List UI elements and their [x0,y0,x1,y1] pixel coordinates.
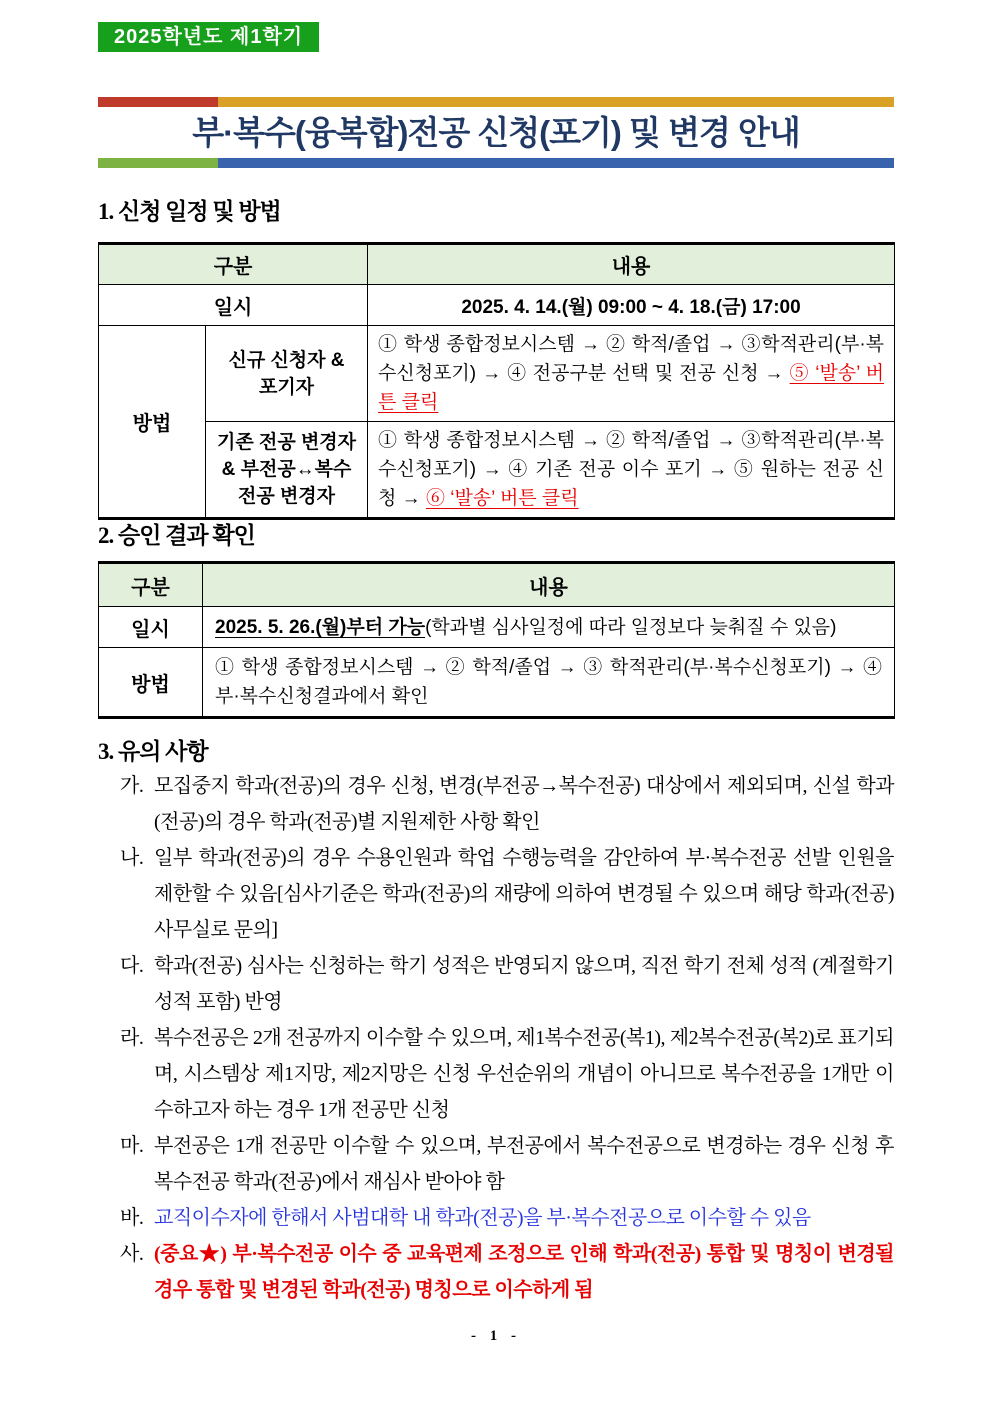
table2-header-content: 내용 [203,563,895,607]
category-line: 전공 변경자 [237,486,336,507]
table-row [99,607,895,648]
table2-header-category: 구분 [99,563,203,607]
notice-marker: 바. [120,1207,144,1229]
notice-text: 일부 학과(전공)의 경우 수용인원과 학업 수행능력을 감안하여 부·복수전공 선발 인원을 제한할 수 있음[심사기준은 학과(전공)의 재량에 의하여 변경될 수 있으며 해당 학과(전공) 사무실로 문의] [154,847,894,941]
notice-marker: 가. [120,775,144,797]
notice-marker: 사. [120,1243,144,1265]
notice-marker: 다. [120,955,144,977]
table1-date-value: 2025. 4. 14.(월) 09:00 ~ 4. 18.(금) 17:00 [368,285,895,326]
title-top-bar-gold-segment [218,97,894,107]
table1-header-content: 내용 [368,244,895,285]
notice-list [98,768,894,1308]
notice-item-ra [98,1020,894,1128]
table-row [99,563,895,607]
notice-item-da [98,948,894,1020]
steps-text: ① 학생 종합정보시스템 → ② 학적/졸업 → ③학적관리(부·복수신청포기) → ④ 기존 전공 이수 포기 → ⑤ 원하는 전공 신청 → [378,430,885,509]
table-row [99,244,895,285]
notice-text: 복수전공은 2개 전공까지 이수할 수 있으며, 제1복수전공(복1), 제2복수전공(복2)로 표기되며, 시스템상 제1지망, 제2지망은 신청 우선순위의 개념이 아니므로 복수전공을 1개만 이수하고자 하는 경우 1개 전공만 신청 [154,1027,894,1121]
table1-new-applicant-category [206,326,368,422]
application-schedule-table [98,242,895,520]
table2-method-value: ① 학생 종합정보시스템 → ② 학적/졸업 → ③ 학적관리(부·복수신청포기) → ④ 부·복수신청결과에서 확인 [203,648,895,718]
title-block [98,97,894,168]
send-button-step-highlight: ⑤ ‘발송’ 버튼 클릭 [378,363,885,413]
table1-change-applicant-category [206,422,368,519]
title-bottom-bar-green-segment [98,158,218,168]
title-top-bar-red-segment [98,97,218,107]
notice-item-na [98,840,894,948]
notice-marker: 마. [120,1135,144,1157]
table1-date-label: 일시 [99,285,368,326]
notice-text: 모집중지 학과(전공)의 경우 신청, 변경(부전공→복수전공) 대상에서 제외되며, 신설 학과(전공)의 경우 학과(전공)별 지원제한 사항 확인 [154,775,894,833]
table2-method-label: 방법 [99,648,203,718]
notice-item-sa-important [98,1236,894,1308]
send-button-step-highlight: ⑥ ‘발송’ 버튼 클릭 [425,488,579,509]
category-line: & 부전공↔복수 [221,459,352,480]
notice-text: (중요★) 부·복수전공 이수 중 교육편제 조정으로 인해 학과(전공) 통합 및 명칭이 변경될 경우 통합 및 변경된 학과(전공) 명칭으로 이수하게 됨 [154,1243,894,1301]
notice-text: 부전공은 1개 전공만 이수할 수 있으며, 부전공에서 복수전공으로 변경하는 경우 신청 후 복수전공 학과(전공)에서 재심사 받아야 함 [154,1135,894,1193]
semester-badge: 2025학년도 제1학기 [98,22,319,52]
table2-date-value [203,607,895,648]
notice-item-ba-teaching-cert [98,1200,894,1236]
section1-heading: 1. 신청 일정 및 방법 [98,199,281,224]
category-line: 신규 신청자 & [228,349,345,371]
table1-method-label: 방법 [99,326,206,519]
table-row [99,285,895,326]
section2-heading: 2. 승인 결과 확인 [98,523,255,548]
table-row [99,648,895,718]
table-row [99,422,895,519]
notice-marker: 라. [120,1027,144,1049]
document-title: 부·복수(융복합)전공 신청(포기) 및 변경 안내 [192,114,800,151]
table2-date-label: 일시 [99,607,203,648]
table1-new-applicant-steps [368,326,895,422]
page-number: - 1 - [471,1328,521,1344]
title-top-bar [98,97,894,107]
category-line: 포기자 [258,376,315,398]
notice-marker: 나. [120,847,144,869]
notice-text: 교직이수자에 한해서 사범대학 내 학과(전공)을 부·복수전공으로 이수할 수 있음 [154,1207,811,1229]
notice-item-ma [98,1128,894,1200]
table-row [99,326,895,422]
title-bottom-bar-blue-segment [218,158,894,168]
approval-result-table [98,561,895,719]
result-date-note: (학과별 심사일정에 따라 일정보다 늦춰질 수 있음) [425,616,837,638]
table1-change-applicant-steps [368,422,895,519]
table1-header-category: 구분 [99,244,368,285]
notice-text: 학과(전공) 심사는 신청하는 학기 성적은 반영되지 않으며, 직전 학기 전체 성적 (계절학기 성적 포함) 반영 [154,955,894,1013]
steps-text: ① 학생 종합정보시스템 → ② 학적/졸업 → ③학적관리(부·복수신청포기) → ④ 전공구분 선택 및 전공 신청 → [378,334,885,384]
result-date-highlight: 2025. 5. 26.(월)부터 가능 [215,616,426,638]
category-line: 기존 전공 변경자 [216,432,357,453]
title-bottom-bar [98,158,894,168]
section3-heading: 3. 유의 사항 [98,739,208,764]
notice-item-ga [98,768,894,840]
